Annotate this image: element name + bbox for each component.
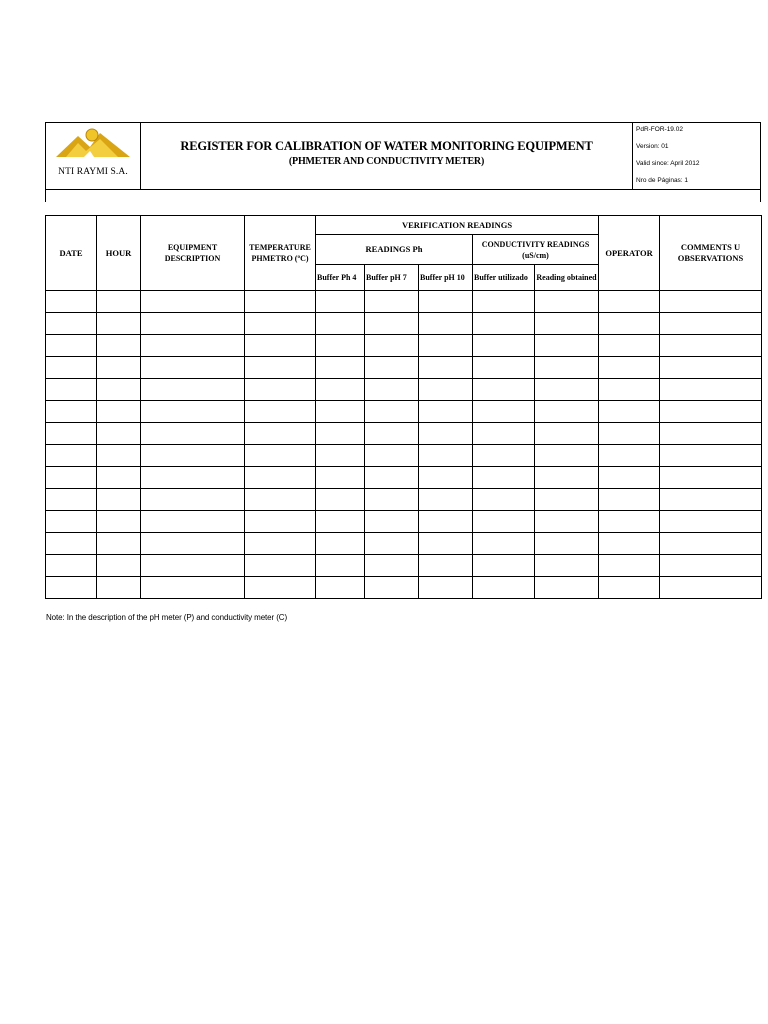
table-row (46, 379, 762, 401)
cell-hour[interactable] (97, 445, 141, 467)
cell-equipment[interactable] (141, 511, 245, 533)
cell-buffer-ph4[interactable] (316, 467, 365, 489)
cell-temperature[interactable] (245, 313, 316, 335)
cell-equipment[interactable] (141, 445, 245, 467)
cell-temperature[interactable] (245, 511, 316, 533)
header-reading-obtained: Reading obtained (535, 265, 599, 291)
cell-buffer-ph10[interactable] (419, 313, 473, 335)
cell-buffer-ph4[interactable] (316, 335, 365, 357)
cell-buffer-ph10[interactable] (419, 445, 473, 467)
cell-reading-obtained[interactable] (535, 335, 599, 357)
cell-date[interactable] (46, 511, 97, 533)
cell-buffer-ph4[interactable] (316, 357, 365, 379)
cell-comments[interactable] (660, 291, 762, 313)
header-equipment-description: EQUIPMENT DESCRIPTION (141, 216, 245, 291)
cell-comments[interactable] (660, 423, 762, 445)
cell-comments[interactable] (660, 555, 762, 577)
cell-temperature[interactable] (245, 555, 316, 577)
cell-buffer-used[interactable] (473, 291, 535, 313)
cell-reading-obtained[interactable] (535, 489, 599, 511)
header-spacer (45, 189, 761, 202)
cell-temperature[interactable] (245, 577, 316, 599)
cell-reading-obtained[interactable] (535, 533, 599, 555)
table-row (46, 467, 762, 489)
cell-buffer-ph7[interactable] (365, 379, 419, 401)
cell-buffer-used[interactable] (473, 313, 535, 335)
cell-buffer-ph4[interactable] (316, 533, 365, 555)
cell-reading-obtained[interactable] (535, 577, 599, 599)
table-row (46, 489, 762, 511)
cell-temperature[interactable] (245, 291, 316, 313)
cell-temperature[interactable] (245, 445, 316, 467)
cell-buffer-ph10[interactable] (419, 379, 473, 401)
table-row (46, 577, 762, 599)
cell-comments[interactable] (660, 489, 762, 511)
cell-buffer-ph7[interactable] (365, 489, 419, 511)
header-verification-readings: VERIFICATION READINGS (316, 216, 599, 235)
cell-reading-obtained[interactable] (535, 379, 599, 401)
cell-reading-obtained[interactable] (535, 555, 599, 577)
footnote: Note: In the description of the pH meter (P) and conductivity meter (C) (46, 613, 288, 622)
cell-equipment[interactable] (141, 313, 245, 335)
cell-buffer-ph4[interactable] (316, 291, 365, 313)
cell-buffer-used[interactable] (473, 489, 535, 511)
cell-operator[interactable] (599, 445, 660, 467)
cell-equipment[interactable] (141, 291, 245, 313)
cell-buffer-ph7[interactable] (365, 533, 419, 555)
cell-reading-obtained[interactable] (535, 401, 599, 423)
cell-buffer-ph7[interactable] (365, 445, 419, 467)
company-name: NTI RAYMI S.A. (58, 167, 128, 177)
cell-buffer-used[interactable] (473, 423, 535, 445)
cell-hour[interactable] (97, 511, 141, 533)
table-row (46, 291, 762, 313)
cell-hour[interactable] (97, 489, 141, 511)
cell-hour[interactable] (97, 335, 141, 357)
cell-equipment[interactable] (141, 401, 245, 423)
register-rows (46, 291, 762, 599)
cell-equipment[interactable] (141, 533, 245, 555)
cell-comments[interactable] (660, 379, 762, 401)
cell-buffer-ph10[interactable] (419, 291, 473, 313)
cell-temperature[interactable] (245, 379, 316, 401)
cell-buffer-ph7[interactable] (365, 555, 419, 577)
cell-date[interactable] (46, 357, 97, 379)
cell-buffer-used[interactable] (473, 445, 535, 467)
cell-reading-obtained[interactable] (535, 291, 599, 313)
cell-date[interactable] (46, 445, 97, 467)
cell-buffer-used[interactable] (473, 379, 535, 401)
header-hour: HOUR (97, 216, 141, 291)
cell-operator[interactable] (599, 379, 660, 401)
header-conductivity-readings: CONDUCTIVITY READINGS (uS/cm) (473, 235, 599, 265)
header-temperature: TEMPERATURE PHMETRO (ºC) (245, 216, 316, 291)
doc-code: PdR-FOR-19.02 (636, 126, 683, 133)
cell-hour[interactable] (97, 379, 141, 401)
cell-temperature[interactable] (245, 533, 316, 555)
cell-date[interactable] (46, 335, 97, 357)
cell-buffer-ph10[interactable] (419, 489, 473, 511)
cell-date[interactable] (46, 533, 97, 555)
cell-hour[interactable] (97, 357, 141, 379)
cell-buffer-used[interactable] (473, 335, 535, 357)
header-date: DATE (46, 216, 97, 291)
cell-equipment[interactable] (141, 379, 245, 401)
cell-buffer-ph10[interactable] (419, 357, 473, 379)
header-comments: COMMENTS U OBSERVATIONS (660, 216, 762, 291)
cell-buffer-ph7[interactable] (365, 313, 419, 335)
cell-equipment[interactable] (141, 577, 245, 599)
cell-operator[interactable] (599, 489, 660, 511)
cell-buffer-ph10[interactable] (419, 401, 473, 423)
cell-hour[interactable] (97, 577, 141, 599)
cell-operator[interactable] (599, 313, 660, 335)
cell-equipment[interactable] (141, 489, 245, 511)
cell-operator[interactable] (599, 357, 660, 379)
header-buffer-ph7: Buffer pH 7 (365, 265, 419, 291)
cell-buffer-used[interactable] (473, 467, 535, 489)
cell-equipment[interactable] (141, 423, 245, 445)
cell-comments[interactable] (660, 577, 762, 599)
cell-comments[interactable] (660, 335, 762, 357)
cell-date[interactable] (46, 379, 97, 401)
cell-operator[interactable] (599, 533, 660, 555)
header-buffer-ph4: Buffer Ph 4 (316, 265, 365, 291)
cell-comments[interactable] (660, 445, 762, 467)
cell-buffer-ph10[interactable] (419, 335, 473, 357)
page-title: REGISTER FOR CALIBRATION OF WATER MONITORING EQUIPMENT (180, 139, 593, 153)
cell-equipment[interactable] (141, 555, 245, 577)
cell-buffer-ph10[interactable] (419, 423, 473, 445)
cell-buffer-ph10[interactable] (419, 577, 473, 599)
table-row (46, 533, 762, 555)
cell-buffer-ph4[interactable] (316, 313, 365, 335)
cell-comments[interactable] (660, 467, 762, 489)
cell-temperature[interactable] (245, 357, 316, 379)
cell-buffer-used[interactable] (473, 401, 535, 423)
cell-buffer-ph7[interactable] (365, 423, 419, 445)
cell-reading-obtained[interactable] (535, 511, 599, 533)
cell-hour[interactable] (97, 313, 141, 335)
cell-operator[interactable] (599, 401, 660, 423)
cell-equipment[interactable] (141, 467, 245, 489)
cell-date[interactable] (46, 291, 97, 313)
cell-buffer-ph4[interactable] (316, 555, 365, 577)
doc-version: Version: 01 (636, 143, 669, 150)
cell-buffer-ph7[interactable] (365, 401, 419, 423)
cell-comments[interactable] (660, 511, 762, 533)
cell-hour[interactable] (97, 291, 141, 313)
table-row (46, 401, 762, 423)
title-cell (141, 123, 633, 189)
cell-temperature[interactable] (245, 489, 316, 511)
header-buffer-used: Buffer utilizado (473, 265, 535, 291)
mountain-sun-logo-icon (54, 127, 132, 167)
cell-reading-obtained[interactable] (535, 467, 599, 489)
cell-hour[interactable] (97, 423, 141, 445)
cell-buffer-ph4[interactable] (316, 379, 365, 401)
doc-valid-since: Valid since: April 2012 (636, 160, 700, 167)
cell-comments[interactable] (660, 357, 762, 379)
cell-buffer-used[interactable] (473, 555, 535, 577)
cell-operator[interactable] (599, 511, 660, 533)
cell-buffer-used[interactable] (473, 511, 535, 533)
document-meta (633, 123, 760, 189)
table-row (46, 511, 762, 533)
table-row (46, 423, 762, 445)
table-row (46, 335, 762, 357)
page-subtitle: (PHMETER AND CONDUCTIVITY METER) (288, 156, 485, 167)
cell-buffer-used[interactable] (473, 533, 535, 555)
cell-buffer-ph4[interactable] (316, 577, 365, 599)
cell-comments[interactable] (660, 533, 762, 555)
cell-buffer-ph7[interactable] (365, 335, 419, 357)
doc-pages: Nro de Páginas: 1 (636, 177, 689, 184)
cell-buffer-used[interactable] (473, 357, 535, 379)
cell-hour[interactable] (97, 555, 141, 577)
cell-buffer-ph10[interactable] (419, 511, 473, 533)
cell-buffer-ph10[interactable] (419, 467, 473, 489)
cell-comments[interactable] (660, 401, 762, 423)
cell-temperature[interactable] (245, 423, 316, 445)
cell-buffer-ph4[interactable] (316, 445, 365, 467)
cell-hour[interactable] (97, 467, 141, 489)
cell-hour[interactable] (97, 533, 141, 555)
cell-date[interactable] (46, 423, 97, 445)
cell-equipment[interactable] (141, 357, 245, 379)
cell-reading-obtained[interactable] (535, 423, 599, 445)
cell-buffer-used[interactable] (473, 577, 535, 599)
cell-operator[interactable] (599, 467, 660, 489)
cell-buffer-ph4[interactable] (316, 511, 365, 533)
table-row (46, 357, 762, 379)
table-row (46, 445, 762, 467)
header-readings-ph: READINGS Ph (316, 235, 473, 265)
cell-reading-obtained[interactable] (535, 357, 599, 379)
cell-equipment[interactable] (141, 335, 245, 357)
cell-temperature[interactable] (245, 467, 316, 489)
cell-operator[interactable] (599, 291, 660, 313)
calibration-register-table (45, 215, 762, 599)
header-buffer-ph10: Buffer pH 10 (419, 265, 473, 291)
cell-date[interactable] (46, 401, 97, 423)
cell-buffer-ph4[interactable] (316, 489, 365, 511)
cell-temperature[interactable] (245, 401, 316, 423)
cell-buffer-ph10[interactable] (419, 555, 473, 577)
header-operator: OPERATOR (599, 216, 660, 291)
cell-temperature[interactable] (245, 335, 316, 357)
cell-hour[interactable] (97, 401, 141, 423)
cell-date[interactable] (46, 313, 97, 335)
cell-comments[interactable] (660, 313, 762, 335)
cell-operator[interactable] (599, 423, 660, 445)
cell-operator[interactable] (599, 335, 660, 357)
cell-buffer-ph4[interactable] (316, 401, 365, 423)
cell-date[interactable] (46, 577, 97, 599)
cell-buffer-ph10[interactable] (419, 533, 473, 555)
cell-buffer-ph4[interactable] (316, 423, 365, 445)
cell-operator[interactable] (599, 555, 660, 577)
cell-buffer-ph7[interactable] (365, 467, 419, 489)
logo-cell (46, 123, 141, 189)
table-row (46, 313, 762, 335)
cell-buffer-ph7[interactable] (365, 511, 419, 533)
cell-date[interactable] (46, 467, 97, 489)
cell-date[interactable] (46, 489, 97, 511)
cell-reading-obtained[interactable] (535, 445, 599, 467)
cell-operator[interactable] (599, 577, 660, 599)
cell-buffer-ph7[interactable] (365, 357, 419, 379)
cell-date[interactable] (46, 555, 97, 577)
cell-buffer-ph7[interactable] (365, 291, 419, 313)
table-row (46, 555, 762, 577)
form-header (45, 122, 761, 190)
cell-reading-obtained[interactable] (535, 313, 599, 335)
cell-buffer-ph7[interactable] (365, 577, 419, 599)
